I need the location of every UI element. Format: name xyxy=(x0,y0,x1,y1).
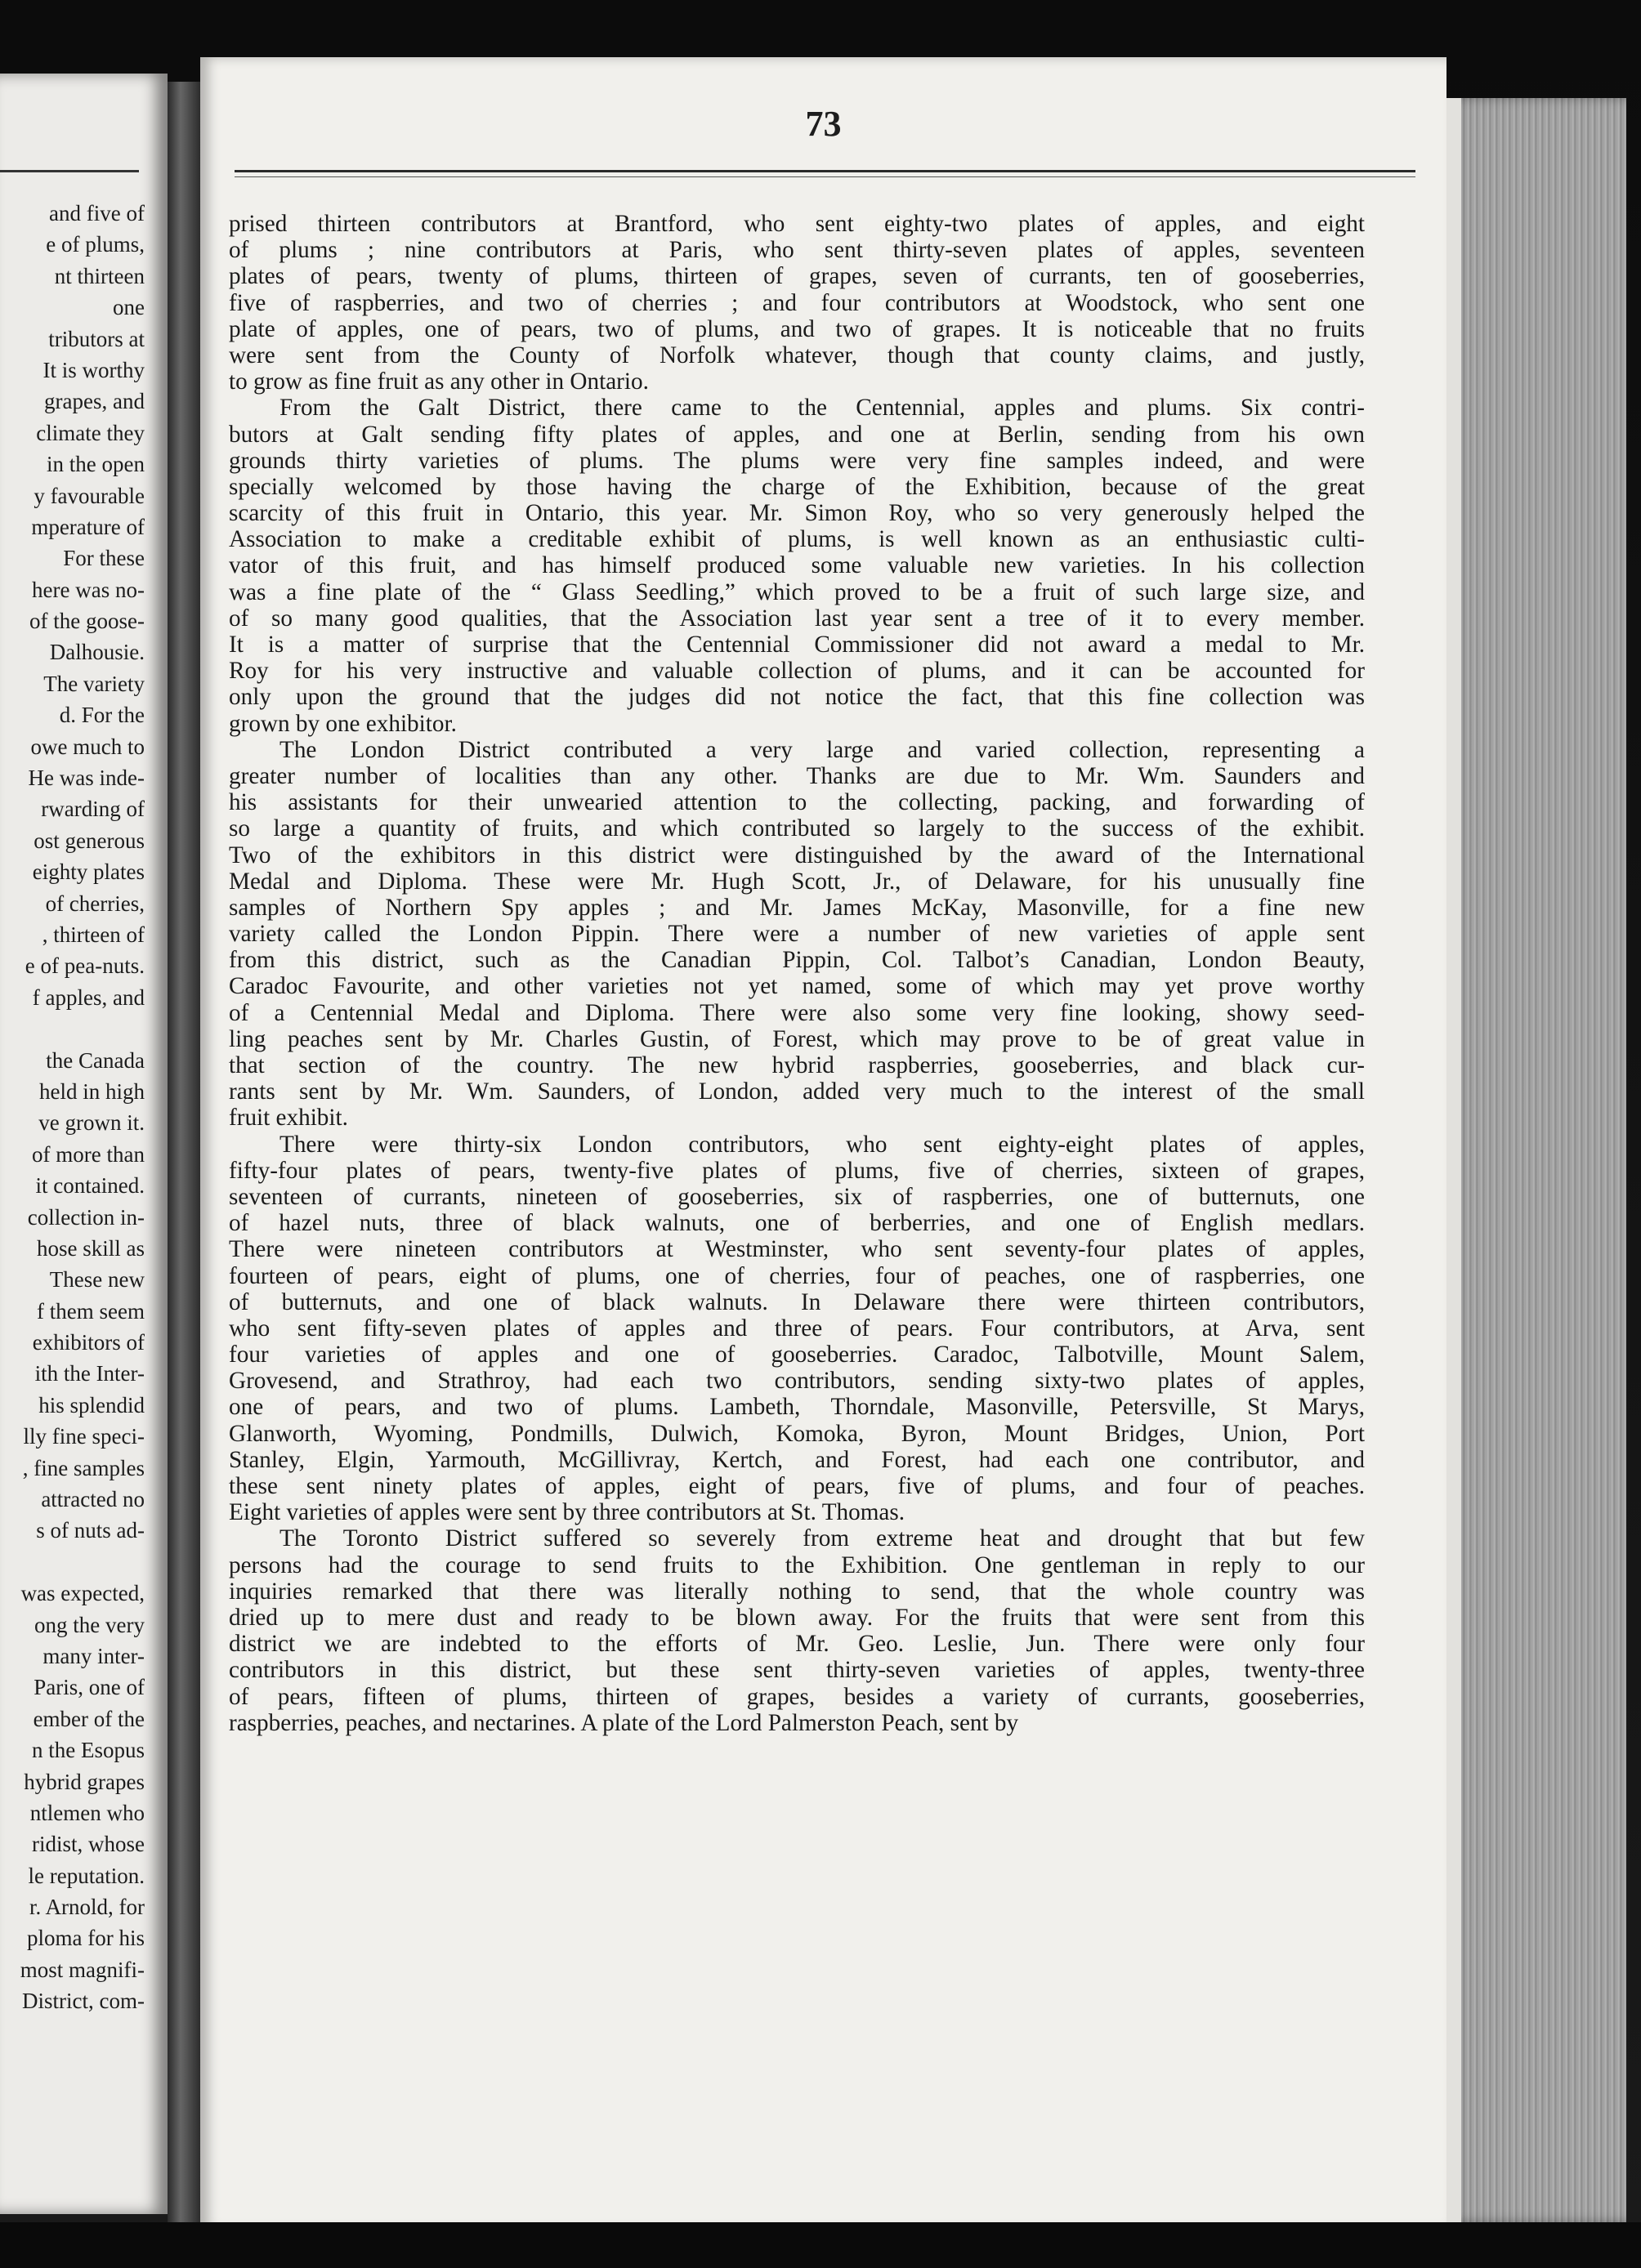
text-line: specially welcomed by those having the charge of the Exhibition, because of the great xyxy=(229,473,1365,500)
left-page-line: ve grown it. xyxy=(38,1110,145,1136)
left-page-line: here was no- xyxy=(32,577,145,602)
left-page-line: grapes, and xyxy=(44,389,145,414)
left-page-text xyxy=(0,198,145,2017)
text-line: Association to make a creditable exhibit of plums, is well known as an enthusiastic culti- xyxy=(229,526,1365,553)
left-page-line: tributors at xyxy=(48,326,145,351)
text-line: dried up to mere dust and ready to be blown away. For the fruits that were sent from this xyxy=(229,1604,1365,1631)
left-page-line: was expected, xyxy=(20,1581,145,1606)
left-page-line: ridist, whose xyxy=(32,1832,145,1857)
left-page-line: f apples, and xyxy=(32,984,145,1010)
left-page-line: ost generous xyxy=(34,828,145,853)
text-line: from this district, such as the Canadian Pippin, Col. Talbot’s Canadian, London Beauty, xyxy=(229,947,1365,974)
text-line: Stanley, Elgin, Yarmouth, McGillivray, Kertch, and Forest, had each one contributor, and xyxy=(229,1446,1365,1473)
left-page-line: le reputation. xyxy=(28,1863,145,1888)
text-line: who sent fifty-seven plates of apples and three of pears. Four contributors, at Arva, sent xyxy=(229,1315,1365,1342)
text-line: butors at Galt sending fifty plates of apples, and one at Berlin, sending from his own xyxy=(229,421,1365,448)
text-line: ling peaches sent by Mr. Charles Gustin, of Forest, which may prove to be of great value in xyxy=(229,1025,1365,1052)
text-line: rants sent by Mr. Wm. Saunders, of London, added very much to the interest of the small xyxy=(229,1078,1365,1105)
left-page-line: most magnifi- xyxy=(20,1957,145,1982)
text-line: Grovesend, and Strathroy, had each two contributors, sending sixty-two plates of apples, xyxy=(229,1368,1365,1395)
left-page-line: , thirteen of xyxy=(42,922,145,947)
text-line: that section of the country. The new hybrid raspberries, gooseberries, and black cur- xyxy=(229,1052,1365,1078)
left-page-line: hybrid grapes xyxy=(24,1769,145,1794)
text-line: Caradoc Favourite, and other varieties not yet named, some of which may yet prove worthy xyxy=(229,973,1365,1000)
text-line: Glanworth, Wyoming, Pondmills, Dulwich, Komoka, Byron, Mount Bridges, Union, Port xyxy=(229,1420,1365,1447)
left-page-line: collection in- xyxy=(27,1204,145,1230)
text-line: scarcity of this fruit in Ontario, this year. Mr. Simon Roy, who so very generously helped the xyxy=(229,500,1365,527)
left-header-rule xyxy=(0,170,139,172)
text-line: plate of apples, one of pears, two of plums, and two of grapes. It is noticeable that no fruits xyxy=(229,315,1365,342)
left-page-line: ploma for his xyxy=(27,1926,145,1951)
left-page-line: of cherries, xyxy=(45,891,145,916)
left-page-line: hose skill as xyxy=(37,1235,145,1261)
text-line: these sent ninety plates of apples, eight of pears, five of plums, and four of peaches. xyxy=(229,1473,1365,1499)
page-edge-margin xyxy=(1446,98,1461,2222)
left-page-line: Dalhousie. xyxy=(49,640,145,665)
left-page-line: nt thirteen xyxy=(54,263,145,288)
text-line: Two of the exhibitors in this district were distinguished by the award of the International xyxy=(229,842,1365,868)
left-page-line: e of plums, xyxy=(46,232,145,257)
left-page-line: , fine samples xyxy=(22,1455,145,1480)
text-line: seventeen of currants, nineteen of gooseberries, six of raspberries, one of butternuts, one xyxy=(229,1183,1365,1210)
header-rule-thin xyxy=(235,176,1415,177)
text-line: so large a quantity of fruits, and which contributed so largely to the success of the exhibit. xyxy=(229,815,1365,842)
body-text xyxy=(229,211,1365,1736)
text-line: fourteen of pears, eight of plums, one of cherries, four of peaches, one of raspberries, one xyxy=(229,1262,1365,1289)
left-page-line: n the Esopus xyxy=(32,1738,145,1763)
book-page-edges xyxy=(1446,98,1626,2222)
left-page-line: e of pea-nuts. xyxy=(25,953,145,979)
text-line: grown by one exhibitor. xyxy=(229,710,457,737)
left-page-line: climate they xyxy=(36,420,145,445)
left-page-line: exhibitors of xyxy=(32,1330,145,1355)
text-line: inquiries remarked that there was literally nothing to send, that the whole country was xyxy=(229,1578,1365,1605)
scan-bottom-border xyxy=(0,2222,1641,2268)
left-page-line: held in high xyxy=(39,1078,145,1104)
left-page-line: ember of the xyxy=(33,1706,145,1731)
left-page-line: These new xyxy=(49,1267,145,1292)
text-line: of butternuts, and one of black walnuts. In Delaware there were thirteen contributors, xyxy=(229,1288,1365,1315)
text-line: one of pears, and two of plums. Lambeth, Thorndale, Masonville, Petersville, St Marys, xyxy=(229,1394,1365,1421)
left-page-line: f them seem xyxy=(37,1298,145,1324)
text-line: his assistants for their unwearied attention to the collecting, packing, and forwarding of xyxy=(229,789,1365,816)
text-line: was a fine plate of the “ Glass Seedling,” which proved to be a fruit of such large size, and xyxy=(229,578,1365,605)
left-page-line: s of nuts ad- xyxy=(36,1518,145,1543)
text-line: Medal and Diploma. These were Mr. Hugh Scott, Jr., of Delaware, for his unusually fine xyxy=(229,868,1365,895)
text-line: variety called the London Pippin. There were a number of new varieties of apple sent xyxy=(229,921,1365,948)
left-page-line: of more than xyxy=(32,1141,145,1167)
left-page-line: Paris, one of xyxy=(34,1675,145,1700)
text-line: to grow as fine fruit as any other in Ontario. xyxy=(229,368,649,395)
left-page-line: It is worthy xyxy=(42,357,145,382)
text-line: greater number of localities than any other. Thanks are due to Mr. Wm. Saunders and xyxy=(229,762,1365,789)
left-page-line: eighty plates xyxy=(32,859,145,885)
left-page-line: r. Arnold, for xyxy=(29,1895,145,1920)
text-line: raspberries, peaches, and nectarines. A plate of the Lord Palmerston Peach, sent by xyxy=(229,1709,1019,1736)
main-page xyxy=(200,57,1446,2230)
paragraph-first-line: The London District contributed a very large and varied collection, representing a xyxy=(279,736,1365,763)
text-line: fifty-four plates of pears, twenty-five plates of plums, five of cherries, sixteen of grapes, xyxy=(229,1157,1365,1184)
text-line: vator of this fruit, and has himself produced some valuable new varieties. In his collection xyxy=(229,552,1365,579)
left-page-line: attracted no xyxy=(41,1487,145,1512)
paragraph-first-line: From the Galt District, there came to the Centennial, apples and plums. Six contri- xyxy=(279,395,1365,422)
text-line: It is a matter of surprise that the Centennial Commissioner did not award a medal to Mr. xyxy=(229,632,1365,658)
left-page-line: mperature of xyxy=(31,514,145,539)
left-page-line: it contained. xyxy=(35,1173,145,1199)
text-line: district we are indebted to the efforts of Mr. Geo. Leslie, Jun. There were only four xyxy=(229,1631,1365,1658)
text-line: contributors in this district, but these sent thirty-seven varieties of apples, twenty-three xyxy=(229,1657,1365,1684)
left-page-line: many inter- xyxy=(42,1643,145,1668)
left-page-line xyxy=(0,1547,145,1578)
left-page-line: and five of xyxy=(49,201,145,225)
text-line: four varieties of apples and one of gooseberries. Caradoc, Talbotville, Mount Salem, xyxy=(229,1342,1365,1368)
text-line: of hazel nuts, three of black walnuts, one of berberries, and one of English medlars. xyxy=(229,1210,1365,1237)
text-line: samples of Northern Spy apples ; and Mr. James McKay, Masonville, for a fine new xyxy=(229,894,1365,921)
text-line: five of raspberries, and two of cherries ; and four contributors at Woodstock, who sent one xyxy=(229,289,1365,316)
left-page-line: one xyxy=(113,295,145,320)
left-page-line: the Canada xyxy=(46,1047,145,1073)
text-line: fruit exhibit. xyxy=(229,1105,348,1132)
left-page-line: d. For the xyxy=(59,703,145,728)
text-line: only upon the ground that the judges did not notice the fact, that this fine collection was xyxy=(229,684,1365,711)
text-line: of plums ; nine contributors at Paris, who sent thirty-seven plates of apples, seventeen xyxy=(229,237,1365,264)
left-page-line xyxy=(0,1013,145,1044)
text-line: prised thirteen contributors at Brantford, who sent eighty-two plates of apples, and eight xyxy=(229,211,1365,237)
left-page-line: y favourable xyxy=(34,483,145,508)
text-line: grounds thirty varieties of plums. The plums were very fine samples indeed, and were xyxy=(229,447,1365,474)
text-line: plates of pears, twenty of plums, thirteen of grapes, seven of currants, ten of gooseberries, xyxy=(229,263,1365,290)
text-line: Eight varieties of apples were sent by three contributors at St. Thomas. xyxy=(229,1499,905,1526)
left-page-line: For these xyxy=(63,546,145,571)
text-line: of so many good qualities, that the Association last year sent a tree of it to every member. xyxy=(229,605,1365,632)
left-page-line: in the open xyxy=(47,452,145,477)
left-page-line: The variety xyxy=(43,671,145,696)
left-page-line: ong the very xyxy=(34,1612,145,1637)
header-rule xyxy=(235,170,1415,172)
text-line: Roy for his very instructive and valuable collection of plums, and it can be accounted for xyxy=(229,658,1365,685)
left-page-line: rwarding of xyxy=(41,797,145,822)
left-page-line: his splendid xyxy=(38,1392,145,1418)
left-page-line: ntlemen who xyxy=(29,1800,145,1825)
paragraph-first-line: There were thirty-six London contributors, who sent eighty-eight plates of apples, xyxy=(279,1131,1365,1158)
text-line: persons had the courage to send fruits to the Exhibition. One gentleman in reply to our xyxy=(229,1551,1365,1578)
left-page-line: ith the Inter- xyxy=(34,1361,145,1386)
book-gutter xyxy=(168,82,200,2222)
left-page-line: lly fine speci- xyxy=(23,1424,145,1449)
left-page-line: He was inde- xyxy=(28,766,145,791)
text-line: of a Centennial Medal and Diploma. There were also some very fine looking, showy seed- xyxy=(229,999,1365,1026)
text-line: were sent from the County of Norfolk whatever, though that county claims, and justly, xyxy=(229,342,1365,368)
page-number: 73 xyxy=(805,104,842,144)
left-page-line: owe much to xyxy=(30,734,145,759)
left-page-line: District, com- xyxy=(22,1989,145,2014)
text-line: of pears, fifteen of plums, thirteen of grapes, besides a variety of currants, gooseberries, xyxy=(229,1683,1365,1710)
left-page-line: of the goose- xyxy=(29,609,145,634)
left-page-fragment xyxy=(0,74,168,2214)
paragraph-first-line: The Toronto District suffered so severely from extreme heat and drought that but few xyxy=(279,1525,1365,1552)
text-line: There were nineteen contributors at Westminster, who sent seventy-four plates of apples, xyxy=(229,1236,1365,1263)
